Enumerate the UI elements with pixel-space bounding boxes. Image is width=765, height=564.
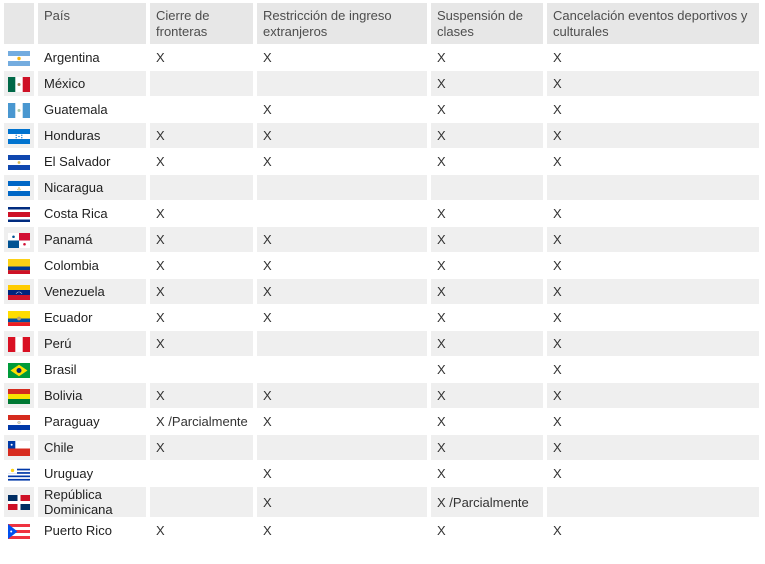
column-header-suspension-clases: Suspensión de clases [431, 3, 543, 44]
cell-restriccion-ingreso: X [257, 409, 427, 434]
cell-cancelacion-eventos: X [547, 253, 759, 278]
cell-suspension-clases: X [431, 227, 543, 252]
country-name: Colombia [38, 253, 146, 278]
table-row-peru [4, 331, 759, 356]
flag-cell [4, 461, 34, 486]
el-salvador-flag-icon [8, 155, 30, 170]
cell-suspension-clases: X [431, 201, 543, 226]
cell-cierre-fronteras: X [150, 149, 253, 174]
panama-flag-icon [8, 233, 30, 248]
cell-cancelacion-eventos [547, 175, 759, 200]
cell-suspension-clases: X [431, 97, 543, 122]
table-row-republica-dominicana [4, 487, 759, 517]
cell-cancelacion-eventos: X [547, 71, 759, 96]
column-header-cierre-fronteras: Cierre de fronteras [150, 3, 253, 44]
cell-restriccion-ingreso [257, 71, 427, 96]
cell-cierre-fronteras: X [150, 279, 253, 304]
brasil-flag-icon [8, 363, 30, 378]
cell-cancelacion-eventos: X [547, 357, 759, 382]
guatemala-flag-icon [8, 103, 30, 118]
country-name: República Dominicana [38, 487, 146, 517]
cell-restriccion-ingreso: X [257, 149, 427, 174]
country-name: Guatemala [38, 97, 146, 122]
flag-cell [4, 45, 34, 70]
peru-flag-icon [8, 337, 30, 352]
cell-cierre-fronteras: X [150, 227, 253, 252]
table-row-panama [4, 227, 759, 252]
country-name: Bolivia [38, 383, 146, 408]
table-row-bolivia [4, 383, 759, 408]
cell-suspension-clases: X [431, 331, 543, 356]
colombia-flag-icon [8, 259, 30, 274]
uruguay-flag-icon [8, 467, 30, 482]
argentina-flag-icon [8, 51, 30, 66]
country-name: Perú [38, 331, 146, 356]
flag-cell [4, 357, 34, 382]
cell-suspension-clases: X [431, 383, 543, 408]
cell-cierre-fronteras: X [150, 305, 253, 330]
cell-suspension-clases: X [431, 45, 543, 70]
table-row-costa-rica [4, 201, 759, 226]
cell-cierre-fronteras: X [150, 331, 253, 356]
flag-cell [4, 175, 34, 200]
country-name: Panamá [38, 227, 146, 252]
cell-restriccion-ingreso [257, 357, 427, 382]
country-name: Paraguay [38, 409, 146, 434]
table-row-chile [4, 435, 759, 460]
cell-restriccion-ingreso [257, 331, 427, 356]
country-name: Argentina [38, 45, 146, 70]
country-name: El Salvador [38, 149, 146, 174]
flag-cell [4, 487, 34, 517]
ecuador-flag-icon [8, 311, 30, 326]
country-name: Honduras [38, 123, 146, 148]
cell-suspension-clases: X [431, 357, 543, 382]
cell-cierre-fronteras [150, 357, 253, 382]
cell-cancelacion-eventos: X [547, 123, 759, 148]
cell-suspension-clases: X [431, 409, 543, 434]
cell-cancelacion-eventos: X [547, 435, 759, 460]
cell-cierre-fronteras [150, 461, 253, 486]
table-row-venezuela [4, 279, 759, 304]
cell-cancelacion-eventos: X [547, 149, 759, 174]
table-row-nicaragua [4, 175, 759, 200]
flag-column-header [4, 3, 34, 44]
flag-cell [4, 97, 34, 122]
table-row-colombia [4, 253, 759, 278]
cell-suspension-clases: X [431, 253, 543, 278]
cell-cierre-fronteras: X [150, 45, 253, 70]
flag-cell [4, 331, 34, 356]
cell-cierre-fronteras: X /Parcialmente [150, 409, 253, 434]
header-row [4, 3, 759, 44]
flag-cell [4, 201, 34, 226]
cell-cancelacion-eventos: X [547, 45, 759, 70]
cell-restriccion-ingreso: X [257, 279, 427, 304]
cell-suspension-clases: X [431, 518, 543, 543]
country-name: Chile [38, 435, 146, 460]
cell-cierre-fronteras: X [150, 253, 253, 278]
cell-cancelacion-eventos: X [547, 279, 759, 304]
cell-suspension-clases: X /Parcialmente [431, 487, 543, 517]
nicaragua-flag-icon [8, 181, 30, 196]
cell-cierre-fronteras: X [150, 383, 253, 408]
cell-restriccion-ingreso: X [257, 487, 427, 517]
mexico-flag-icon [8, 77, 30, 92]
cell-restriccion-ingreso: X [257, 383, 427, 408]
cell-cancelacion-eventos: X [547, 518, 759, 543]
cell-suspension-clases: X [431, 461, 543, 486]
cell-restriccion-ingreso: X [257, 123, 427, 148]
table-row-el-salvador [4, 149, 759, 174]
cell-suspension-clases: X [431, 279, 543, 304]
cell-cierre-fronteras [150, 175, 253, 200]
cell-cancelacion-eventos: X [547, 97, 759, 122]
table-row-ecuador [4, 305, 759, 330]
country-name: Costa Rica [38, 201, 146, 226]
table-row-paraguay [4, 409, 759, 434]
cell-cancelacion-eventos: X [547, 201, 759, 226]
puerto-rico-flag-icon [8, 524, 30, 539]
cell-restriccion-ingreso [257, 201, 427, 226]
cell-suspension-clases: X [431, 305, 543, 330]
country-name: México [38, 71, 146, 96]
flag-cell [4, 383, 34, 408]
cell-restriccion-ingreso: X [257, 518, 427, 543]
venezuela-flag-icon [8, 285, 30, 300]
cell-suspension-clases: X [431, 435, 543, 460]
table-row-argentina [4, 45, 759, 70]
country-name: Uruguay [38, 461, 146, 486]
cell-suspension-clases: X [431, 71, 543, 96]
flag-cell [4, 227, 34, 252]
cell-restriccion-ingreso: X [257, 227, 427, 252]
cell-suspension-clases: X [431, 149, 543, 174]
cell-cierre-fronteras: X [150, 435, 253, 460]
cell-cierre-fronteras: X [150, 518, 253, 543]
cell-cierre-fronteras [150, 97, 253, 122]
cell-suspension-clases: X [431, 123, 543, 148]
flag-cell [4, 518, 34, 543]
cell-cancelacion-eventos: X [547, 331, 759, 356]
column-header-restriccion-ingreso: Restricción de ingreso extranjeros [257, 3, 427, 44]
table-row-honduras [4, 123, 759, 148]
flag-cell [4, 305, 34, 330]
country-name: Brasil [38, 357, 146, 382]
cell-cancelacion-eventos [547, 487, 759, 517]
cell-restriccion-ingreso [257, 175, 427, 200]
flag-cell [4, 123, 34, 148]
cell-cierre-fronteras [150, 487, 253, 517]
cell-suspension-clases [431, 175, 543, 200]
column-header-pais: País [38, 3, 146, 44]
cell-restriccion-ingreso: X [257, 45, 427, 70]
flag-cell [4, 253, 34, 278]
cell-cancelacion-eventos: X [547, 461, 759, 486]
cell-cancelacion-eventos: X [547, 409, 759, 434]
table-row-uruguay [4, 461, 759, 486]
table-row-brasil [4, 357, 759, 382]
flag-cell [4, 71, 34, 96]
cell-cancelacion-eventos: X [547, 227, 759, 252]
country-measures-table [0, 2, 763, 544]
country-name: Nicaragua [38, 175, 146, 200]
honduras-flag-icon [8, 129, 30, 144]
flag-cell [4, 435, 34, 460]
country-name: Venezuela [38, 279, 146, 304]
column-header-cancelacion-eventos: Cancelación eventos deportivos y culturales [547, 3, 759, 44]
chile-flag-icon [8, 441, 30, 456]
cell-cierre-fronteras [150, 71, 253, 96]
paraguay-flag-icon [8, 415, 30, 430]
cell-restriccion-ingreso [257, 435, 427, 460]
flag-cell [4, 409, 34, 434]
cell-restriccion-ingreso: X [257, 253, 427, 278]
bolivia-flag-icon [8, 389, 30, 404]
cell-cierre-fronteras: X [150, 123, 253, 148]
country-name: Puerto Rico [38, 518, 146, 543]
table-row-puerto-rico [4, 518, 759, 543]
country-name: Ecuador [38, 305, 146, 330]
cell-cancelacion-eventos: X [547, 305, 759, 330]
table-row-mexico [4, 71, 759, 96]
table-row-guatemala [4, 97, 759, 122]
costa-rica-flag-icon [8, 207, 30, 222]
cell-cierre-fronteras: X [150, 201, 253, 226]
cell-restriccion-ingreso: X [257, 305, 427, 330]
flag-cell [4, 279, 34, 304]
cell-restriccion-ingreso: X [257, 97, 427, 122]
republica-dominicana-flag-icon [8, 495, 30, 510]
cell-cancelacion-eventos: X [547, 383, 759, 408]
flag-cell [4, 149, 34, 174]
cell-restriccion-ingreso: X [257, 461, 427, 486]
